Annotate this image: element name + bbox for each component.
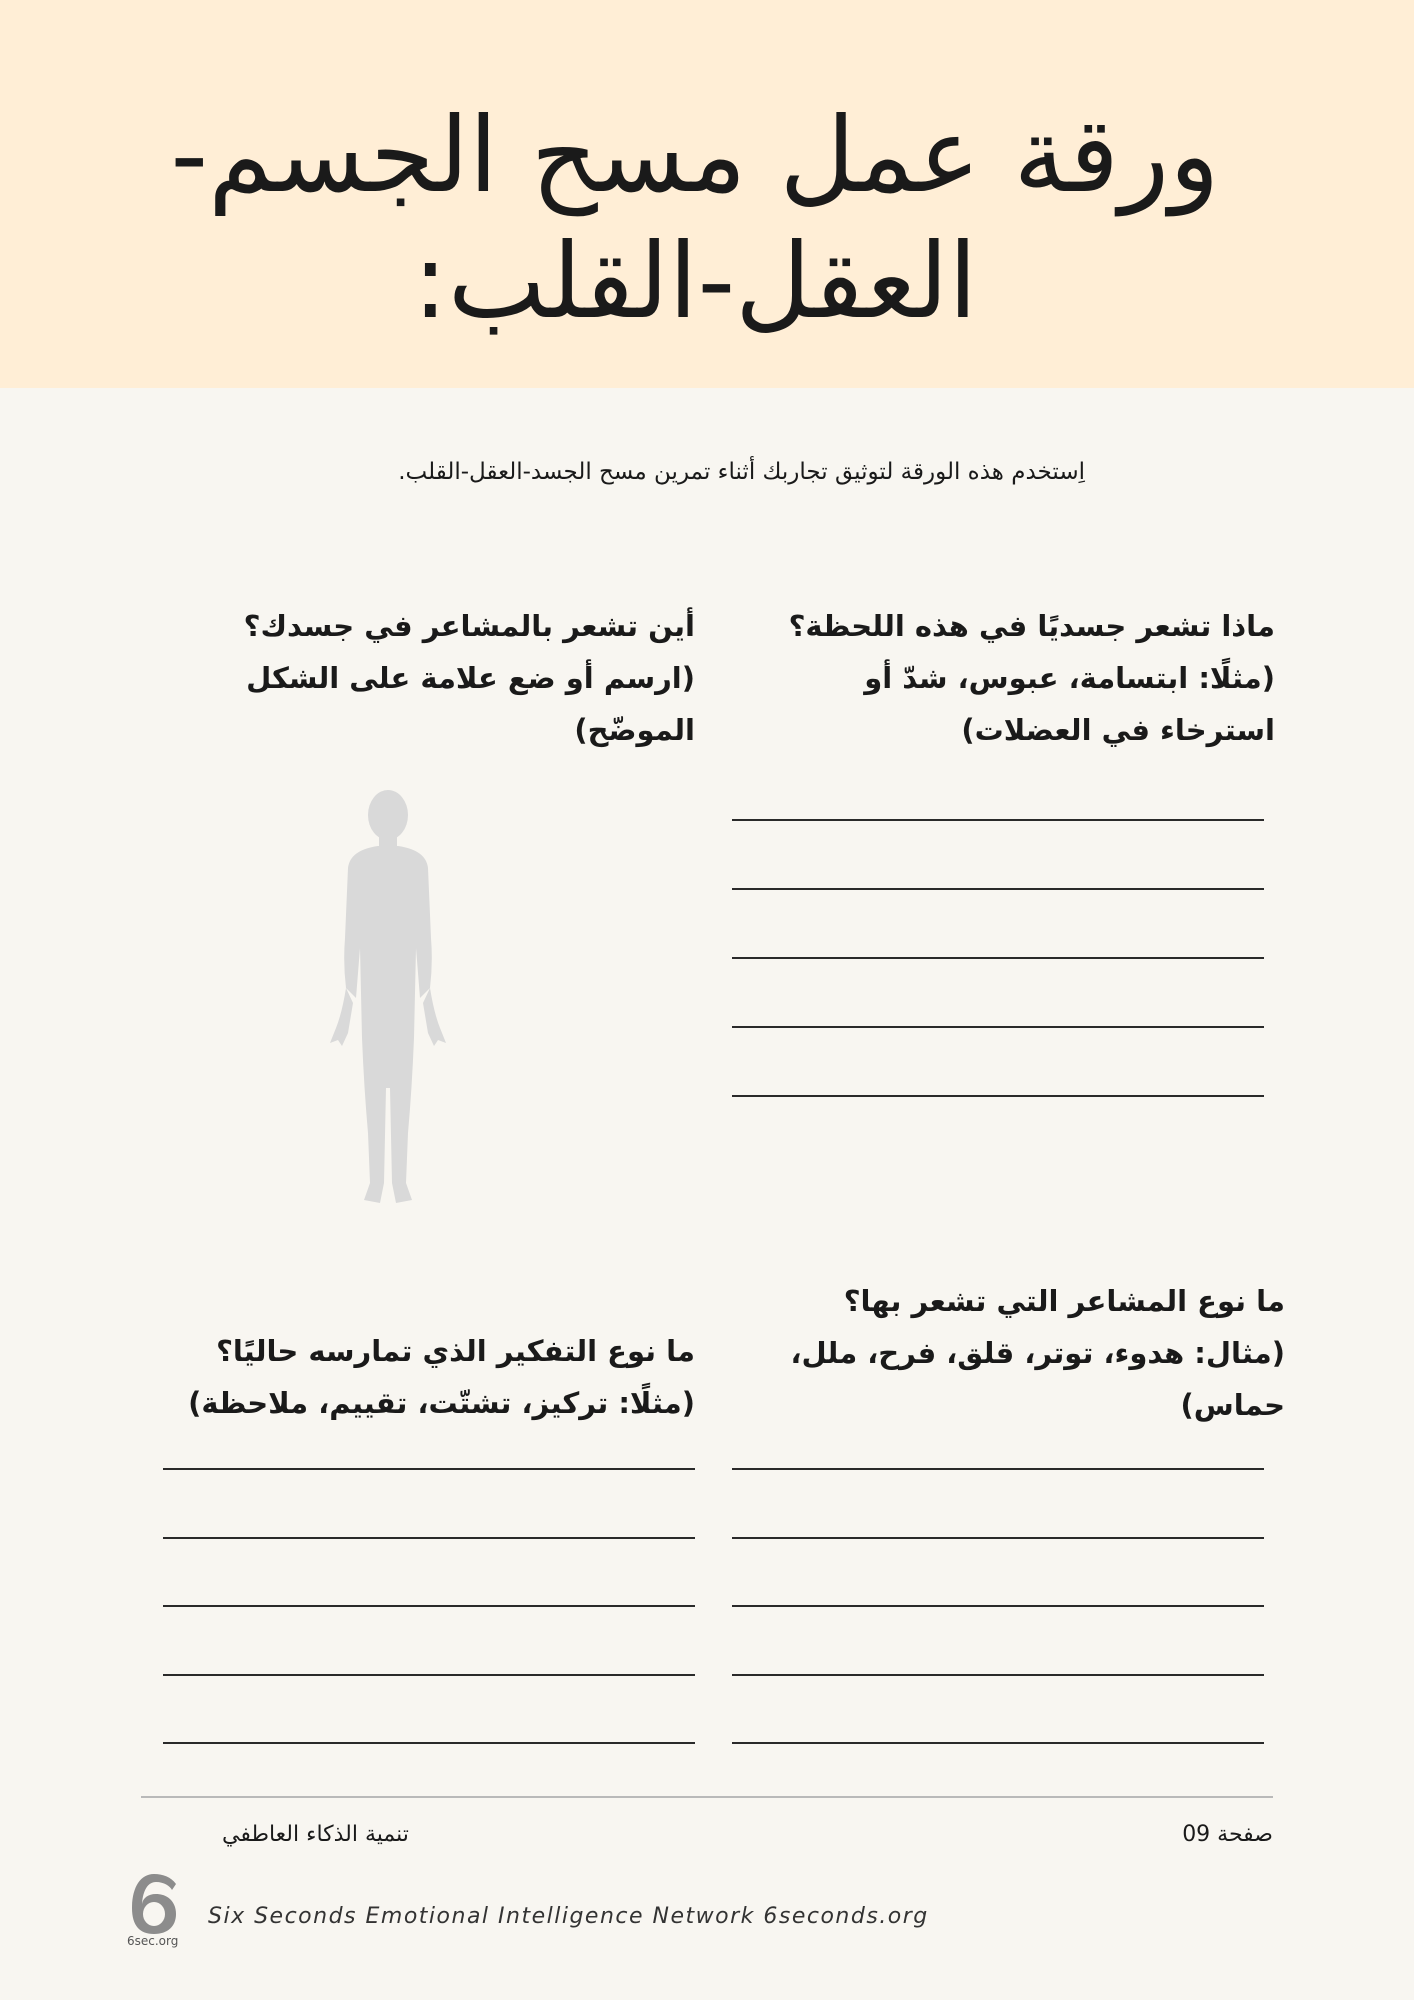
answer-line[interactable]: [732, 1605, 1264, 1607]
question-thinking: [175, 1325, 695, 1429]
logo-caption: 6sec.org: [127, 1934, 179, 1948]
question-emotions-heading: ما نوع المشاعر التي تشعر بها؟: [843, 1284, 1285, 1318]
answer-line[interactable]: [163, 1742, 695, 1744]
page-number: صفحة 09: [1182, 1822, 1273, 1847]
network-link[interactable]: Six Seconds Emotional Intelligence Network 6seconds.org: [208, 1904, 929, 1929]
answer-line[interactable]: [163, 1537, 695, 1539]
question-location: [175, 600, 695, 756]
answer-line[interactable]: [732, 888, 1264, 890]
question-location-heading: أين تشعر بالمشاعر في جسدك؟: [243, 609, 695, 643]
title-line-2: العقل-القلب:: [412, 220, 978, 342]
human-body-silhouette-icon[interactable]: [308, 788, 468, 1210]
answer-line[interactable]: [732, 1095, 1264, 1097]
title-line-1: ورقة عمل مسح الجسم-: [170, 94, 1220, 216]
question-emotions-hint: (مثال: هدوء، توتر، قلق، فرح، ملل، حماس): [790, 1336, 1285, 1422]
question-physical: [760, 600, 1275, 756]
footer-divider: [141, 1796, 1273, 1798]
intro-text: اِستخدم هذه الورقة لتوثيق تجاربك أثناء تمرين مسح الجسد-العقل-القلب.: [398, 459, 1085, 485]
answer-line[interactable]: [732, 1026, 1264, 1028]
question-thinking-heading: ما نوع التفكير الذي تمارسه حاليًا؟: [216, 1334, 695, 1368]
question-emotions: [760, 1275, 1285, 1431]
answer-line[interactable]: [732, 819, 1264, 821]
answer-line[interactable]: [732, 1674, 1264, 1676]
answer-line[interactable]: [163, 1605, 695, 1607]
footer-section-label: [222, 1822, 522, 1847]
answer-line[interactable]: [732, 1537, 1264, 1539]
question-location-hint: (ارسم أو ضع علامة على الشكل الموضّح): [246, 661, 695, 747]
question-thinking-hint: (مثلًا: تركيز، تشتّت، تقييم، ملاحظة): [188, 1386, 695, 1420]
question-physical-heading: ماذا تشعر جسديًا في هذه اللحظة؟: [788, 609, 1275, 643]
footer-section-text: تنمية الذكاء العاطفي: [222, 1822, 409, 1847]
answer-line[interactable]: [732, 957, 1264, 959]
answer-line[interactable]: [163, 1674, 695, 1676]
answer-line[interactable]: [732, 1742, 1264, 1744]
page-title: [140, 92, 1250, 344]
answer-line[interactable]: [732, 1468, 1264, 1470]
question-physical-hint: (مثلًا: ابتسامة، عبوس، شدّ أو استرخاء في العضلات): [864, 661, 1275, 747]
answer-line[interactable]: [163, 1468, 695, 1470]
